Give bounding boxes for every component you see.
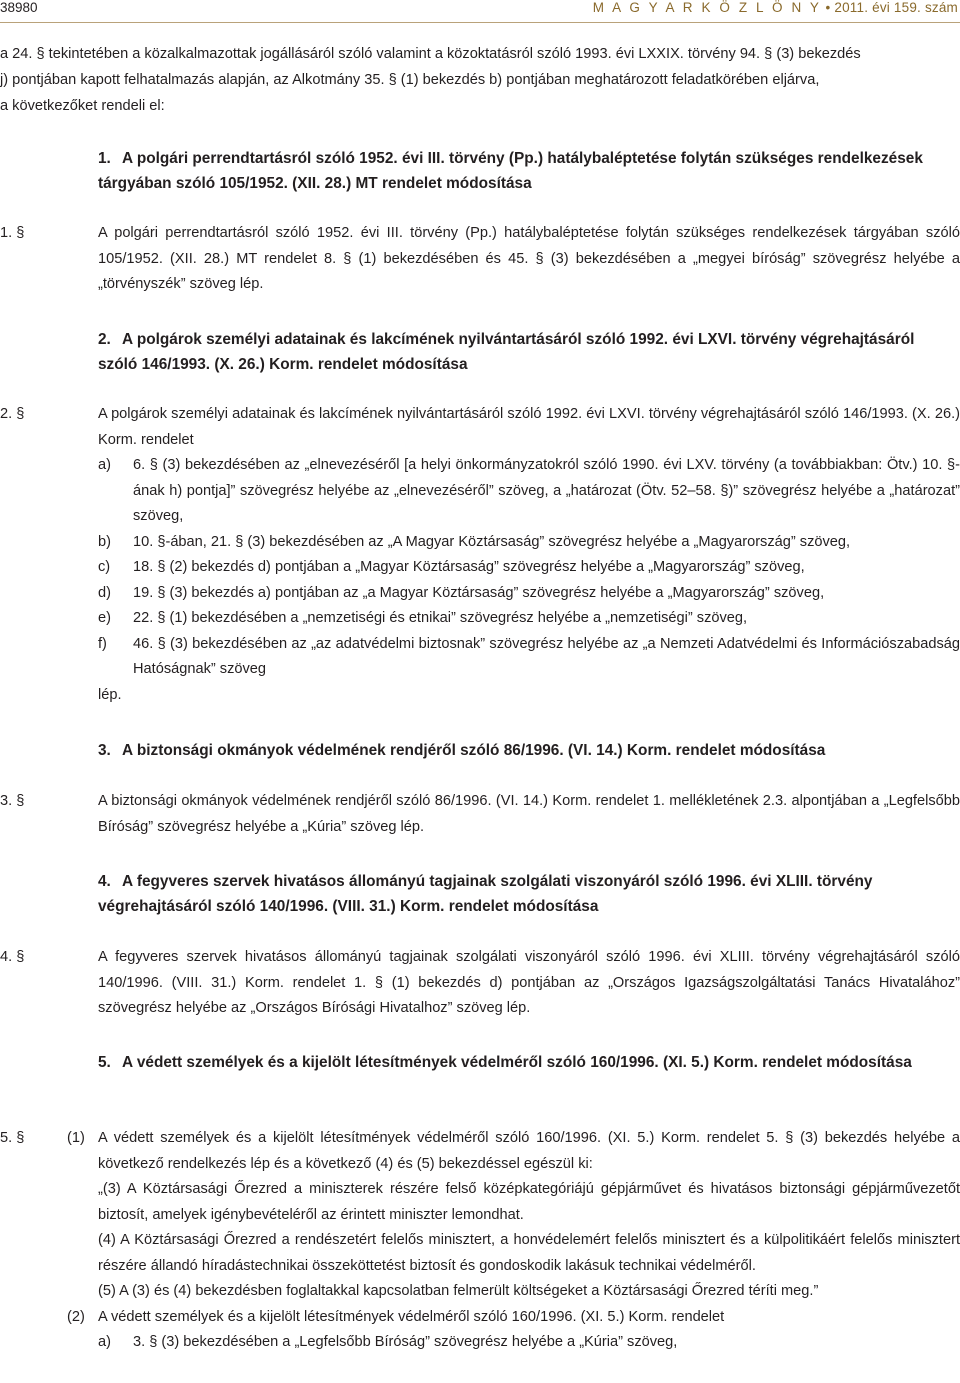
- paragraph-3: [0, 789, 960, 840]
- paragraph-2: [0, 402, 960, 708]
- journal-header: [593, 0, 958, 15]
- paragraph-number: 4. §: [0, 949, 25, 965]
- section-heading-2: [98, 327, 958, 377]
- list-item: [98, 632, 960, 683]
- heading-number: 4.: [98, 873, 111, 890]
- item-text: 19. § (3) bekezdés a) pontjában az „a Magyar Köztársaság” szövegrész helyébe a „Magyarország” szöveg,: [133, 584, 825, 601]
- item-text: 18. § (2) bekezdés d) pontjában a „Magyar Köztársaság” szövegrész helyébe a „Magyarország” szöveg,: [133, 559, 805, 575]
- intro-line: a 24. § tekintetében a közalkalmazottak jogállásáról szóló valamint a közoktatásról szóló 1993. évi LXXIX. törvény 94. § (3) bekezdés: [0, 46, 861, 62]
- paragraph-5: [0, 1126, 960, 1356]
- paragraph-number: 1. §: [0, 225, 25, 241]
- item-label: d): [98, 584, 111, 601]
- heading-number: 1.: [98, 150, 111, 167]
- list-item: [98, 555, 960, 581]
- item-text: 22. § (1) bekezdésében a „nemzetiségi és etnikai” szövegrész helyébe a „nemzetiségi” szöveg,: [133, 610, 748, 626]
- paragraph-number: 5. §: [0, 1130, 25, 1146]
- paragraph-number: 3. §: [0, 793, 25, 809]
- list-item: [98, 606, 960, 632]
- item-text: 10. §-ában, 21. § (3) bekezdésében az „A Magyar Köztársaság” szövegrész helyébe a „Magyarország” szöveg,: [133, 533, 851, 550]
- heading-text: A védett személyek és a kijelölt létesítmények védelméről szóló 160/1996. (XI. 5.) Korm. rendelet módosítása: [122, 1054, 912, 1071]
- quoted-paragraph: „(3) A Köztársasági Őrezred a miniszterek részére felső középkategóriájú gépjárművet és hivatásos biztonsági gépjárművezetőt biztosít, amelyek igénybevételéről az érintett miniszter lemondhat.: [98, 1181, 960, 1223]
- heading-text: A polgári perrendtartásról szóló 1952. évi III. törvény (Pp.) hatálybaléptetése folytán szükséges rendelkezések tárgyában szóló 105/1952. (XII. 28.) MT rendelet módosítása: [98, 150, 923, 192]
- section-heading-4: [98, 869, 958, 919]
- quoted-provisions: [98, 1177, 960, 1305]
- intro-paragraph: [0, 41, 958, 119]
- paragraph-number: 2. §: [0, 406, 25, 422]
- item-text: 3. § (3) bekezdésében a „Legfelsőbb Bíróság” szövegrész helyébe a „Kúria” szöveg,: [133, 1334, 678, 1350]
- item-label: f): [98, 635, 107, 652]
- paragraph-1: [0, 221, 960, 298]
- paragraph-text: A fegyveres szervek hivatásos állományú tagjainak szolgálati viszonyáról szóló 1996. évi XLIII. törvény végrehajtásáról szóló 140/1996. (VIII. 31.) Korm. rendelet 1. § (1) bekezdés d) pontjában az „Országos Igazságszolgáltatási Tanács Hivatalához” szövegrész helyébe az „Országos Bírósági Hivatalhoz” szöveg lép.: [98, 949, 960, 1016]
- list-item: [98, 581, 960, 607]
- paragraph-tail: lép.: [98, 686, 122, 703]
- page-header: [0, 0, 960, 20]
- paragraph-text: A biztonsági okmányok védelmének rendjéről szóló 86/1996. (VI. 14.) Korm. rendelet 1. mellékletének 2.3. alpontjában a „Legfelsőbb Bíróság” szövegrész helyébe a „Kúria” szöveg lép.: [98, 793, 960, 835]
- heading-number: 3.: [98, 742, 111, 759]
- heading-text: A fegyveres szervek hivatásos állományú tagjainak szolgálati viszonyáról szóló 1996. évi XLIII. törvény végrehajtásáról szóló 140/1996. (VIII. 31.) Korm. rendelet módosítása: [98, 873, 873, 915]
- heading-text: A biztonsági okmányok védelmének rendjéről szóló 86/1996. (VI. 14.) Korm. rendelet módosítása: [122, 742, 826, 759]
- heading-number: 5.: [98, 1054, 111, 1071]
- section-heading-5: [98, 1050, 958, 1075]
- paragraph-text: A polgárok személyi adatainak és lakcímének nyilvántartásáról szóló 1992. évi LXVI. törvény végrehajtásáról szóló 146/1993. (X. 26.) Korm. rendelet: [98, 406, 960, 448]
- quoted-paragraph: (4) A Köztársasági Őrezred a rendészetért felelős minisztert, a honvédelemért felelős minisztert és a külpolitikáért felelős minisztert részére állandó híradástechnikai összeköttetést biztosít és gondoskodik lakásuk technikai védelméről.: [98, 1232, 960, 1274]
- item-text: 6. § (3) bekezdésében az „elnevezéséről [a helyi önkormányzatokról szóló 1990. évi LXV. törvény (a továbbiakban: Ötv.) 10. §-ának h) pontja]” szövegrész helyébe az „elnevezéséről” szöveg, a „határozat (Ötv. 52–58. §)” szövegrész helyébe a „határozat” szöveg,: [133, 457, 960, 524]
- subsection-text: A védett személyek és a kijelölt létesítmények védelméről szóló 160/1996. (XI. 5.) Korm. rendelet: [98, 1308, 725, 1325]
- list-item: [98, 453, 960, 530]
- journal-title: M A G Y A R K Ö Z L Ö N Y: [592, 0, 822, 15]
- item-label: c): [98, 559, 111, 575]
- list-item: [98, 530, 960, 556]
- item-label: a): [98, 1334, 111, 1350]
- subsection-2: [67, 1305, 960, 1331]
- header-bullet: •: [825, 0, 831, 15]
- item-text: 46. § (3) bekezdésében az „az adatvédelmi biztosnak” szövegrész helyébe az „a Nemzeti Adatvédelmi és Információszabadság Hatóságnak” szöveg: [133, 635, 960, 677]
- paragraph-text: A polgári perrendtartásról szóló 1952. évi III. törvény (Pp.) hatálybaléptetése folytán szükséges rendelkezések tárgyában szóló 105/1952. (XII. 28.) MT rendelet 8. § (1) bekezdésében és 45. § (3) bekezdésében a „megyei bíróság” szövegrész helyébe a „törvényszék” szöveg lép.: [98, 225, 960, 292]
- subsection-1: [67, 1126, 960, 1177]
- item-label: a): [98, 457, 111, 473]
- page-number: 38980: [0, 0, 38, 15]
- item-label: b): [98, 533, 111, 550]
- section-heading-3: [98, 738, 958, 763]
- heading-text: A polgárok személyi adatainak és lakcímének nyilvántartásáról szóló 1992. évi LXVI. törvény végrehajtásáról szóló 146/1993. (X. 26.) Korm. rendelet módosítása: [98, 331, 915, 373]
- quoted-paragraph: (5) A (3) és (4) bekezdésben foglaltakkal kapcsolatban felmerült költségeket a Köztársasági Őrezred téríti meg.”: [98, 1283, 819, 1299]
- header-rule: [0, 22, 960, 23]
- heading-number: 2.: [98, 331, 111, 348]
- paragraph-4: [0, 945, 960, 1022]
- section-heading-1: [98, 146, 958, 196]
- subsection-text: A védett személyek és a kijelölt létesítmények védelméről szóló 160/1996. (XI. 5.) Korm. rendelet 5. § (3) bekezdés helyébe a következő rendelkezés lép és a következő (4) és (5) bekezdéssel egészül ki:: [98, 1130, 960, 1172]
- subsection-number: (2): [67, 1308, 85, 1325]
- item-label: e): [98, 610, 111, 626]
- issue-label: 2011. évi 159. szám: [834, 0, 958, 15]
- subsection-number: (1): [67, 1130, 85, 1146]
- list-item: [98, 1330, 960, 1356]
- intro-line: j) pontjában kapott felhatalmazás alapján, az Alkotmány 35. § (1) bekezdés b) pontjában meghatározott feladatkörében eljárva,: [0, 72, 820, 88]
- intro-line: a következőket rendeli el:: [0, 98, 165, 114]
